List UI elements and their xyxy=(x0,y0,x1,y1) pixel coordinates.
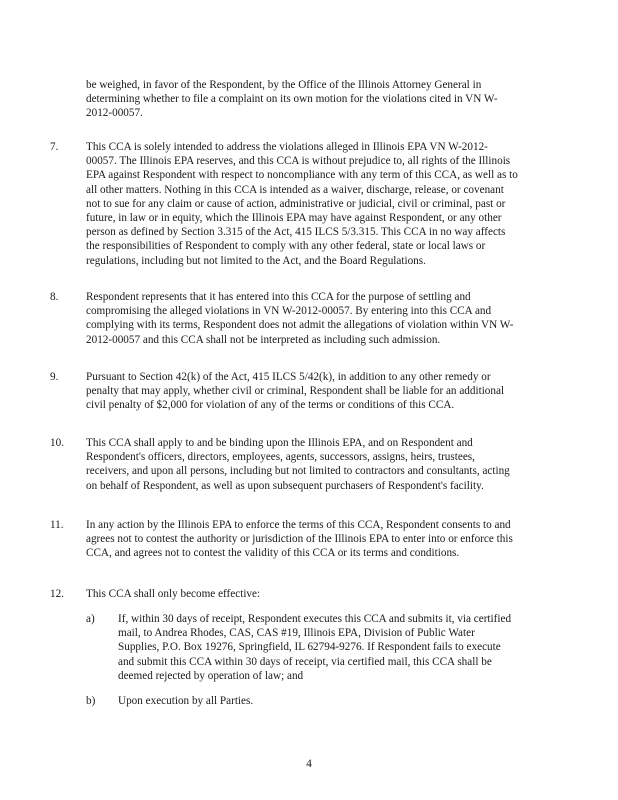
page-number: 4 xyxy=(306,758,312,770)
paragraph-number: 7. xyxy=(50,141,59,153)
paragraph-text: This CCA shall apply to and be binding upon the Illinois EPA, and on Respondent and Respondent's officers, directors, employees, agents, successors, assigns, heirs, trustees, receivers, and upon all persons, including but not limited to contractors and consultants, acting on behalf of Respondent, as well as upon subsequent purchasers of Respondent's facility. xyxy=(86,437,510,492)
paragraph-text: This CCA shall only become effective: xyxy=(86,588,261,600)
paragraph-text: Pursuant to Section 42(k) of the Act, 415 ILCS 5/42(k), in addition to any other remedy or penalty that may apply, whether civil or criminal, Respondent shall be liable for an additional civil penalty of $2,000 for violation of any of the terms or conditions of this CCA. xyxy=(86,371,505,412)
paragraph-number: 11. xyxy=(50,519,64,531)
lead-paragraph: be weighed, in favor of the Respondent, by the Office of the Illinois Attorney General in determining whether to file a complaint on its own motion for the violations cited in VN W-2012-00057. xyxy=(86,79,498,120)
paragraph-number: 9. xyxy=(50,371,59,383)
subparagraph-letter: a) xyxy=(86,613,95,625)
paragraph-number: 12. xyxy=(50,588,64,600)
paragraph-number: 8. xyxy=(50,291,59,303)
subparagraph-text: If, within 30 days of receipt, Respondent executes this CCA and submits it, via certified mail, to Andrea Rhodes, CAS, CAS #19, Illinois EPA, Division of Public Water Supplies, P.O. Box 19276, Springfield, IL 62794-9276. If Respondent fails to execute and submit this CCA within 30 days of receipt, via certified mail, this CCA shall be deemed rejected by operation of law; and xyxy=(118,613,512,682)
paragraph-text: This CCA is solely intended to address the violations alleged in Illinois EPA VN W-2012-00057. The Illinois EPA reserves, and this CCA is without prejudice to, all rights of the Illinois EPA against Respondent with respect to noncompliance with any term of this CCA, as well as to all other matters. Nothing in this CCA is intended as a waiver, discharge, release, or covenant not to sue for any claim or cause of action, administrative or judicial, civil or criminal, past or future, in law or in equity, which the Illinois EPA may have against Respondent, or any other person as defined by Section 3.315 of the Act, 415 ILCS 5/3.315. This CCA in no way affects the responsibilities of Respondent to comply with any other federal, state or local laws or regulations, including but not limited to the Act, and the Board Regulations. xyxy=(86,141,518,267)
paragraph-text: Respondent represents that it has entered into this CCA for the purpose of settling and compromising the alleged violations in VN W-2012-00057. By entering into this CCA and complying with its terms, Respondent does not admit the allegations of violation within VN W-2012-00057 and this CCA shall not be interpreted as including such admission. xyxy=(86,291,514,346)
paragraph-number: 10. xyxy=(50,437,64,449)
paragraph-text: In any action by the Illinois EPA to enforce the terms of this CCA, Respondent consents to and agrees not to contest the authority or jurisdiction of the Illinois EPA to enter into or enforce this CCA, and agrees not to contest the validity of this CCA or its terms and conditions. xyxy=(86,519,513,560)
subparagraph-letter: b) xyxy=(86,695,96,707)
subparagraph-text: Upon execution by all Parties. xyxy=(118,695,254,707)
